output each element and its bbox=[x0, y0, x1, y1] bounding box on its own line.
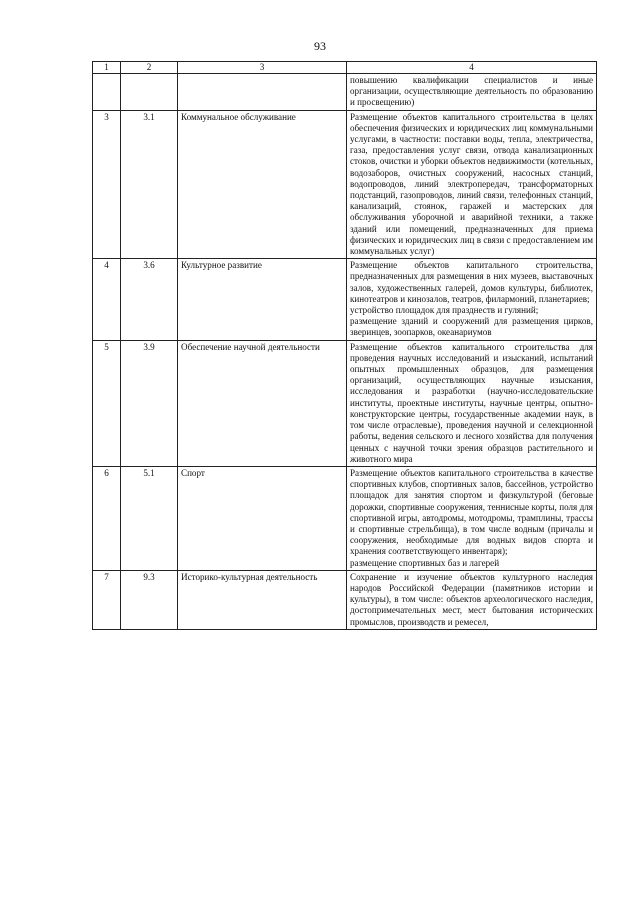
use-name-cell bbox=[178, 74, 347, 111]
header-cell: 2 bbox=[121, 62, 178, 74]
use-description-cell bbox=[347, 259, 597, 340]
table-header-row bbox=[93, 62, 597, 74]
description-paragraph: размещение зданий и сооружений для размещения цирков, зверинцев, зоопарков, океанариумов bbox=[350, 316, 593, 338]
use-code-cell: 9.3 bbox=[121, 570, 178, 629]
use-description-cell bbox=[347, 570, 597, 629]
row-number-cell: 3 bbox=[93, 110, 121, 259]
row-number-cell: 4 bbox=[93, 259, 121, 340]
header-cell: 1 bbox=[93, 62, 121, 74]
page-number: 93 bbox=[314, 39, 326, 53]
table-row bbox=[93, 259, 597, 340]
use-description-cell bbox=[347, 74, 597, 111]
row-number-cell: 6 bbox=[93, 466, 121, 570]
use-name-cell: Историко-культурная деятельность bbox=[178, 570, 347, 629]
table-row bbox=[93, 110, 597, 259]
use-description-cell bbox=[347, 110, 597, 259]
table-row bbox=[93, 466, 597, 570]
description-paragraph: Размещение объектов капитального строительства в качестве спортивных клубов, спортивных залов, бассейнов, устройство площадок для занятия спортом и физкультурой (беговые дорожки, спортивные сооружения, теннисные корты, поля для спортивной игры, автодромы, мотодромы, трамплины, трассы и спортивные стрельбища), в том числе водным (причалы и сооружения, необходимые для водных видов спорта и хранения соответствующего инвентаря); bbox=[350, 467, 593, 557]
table-row bbox=[93, 340, 597, 466]
description-paragraph: Размещение объектов капитального строительства для проведения научных исследований и изысканий, испытаний опытных промышленных образцов, для размещения организаций, осуществляющих научные изыскания, исследования и разработки (научно-исследовательские институты, проектные институты, научные центры, опытно-конструкторские центры, государственные академии наук, в том числе отраслевые), проведения научной и селекционной работы, ведения сельского и лесного хозяйства для получения ценных с научной точки зрения образцов растительного и животного мира bbox=[350, 341, 593, 464]
description-paragraph: Сохранение и изучение объектов культурного наследия народов Российской Федерации (памятников истории и культуры), в том числе: объектов археологического наследия, достопримечательных мест, мест бытования исторических промыслов, производств и ремесел, bbox=[350, 571, 593, 627]
use-name-cell: Обеспечение научной деятельности bbox=[178, 340, 347, 466]
use-description-cell bbox=[347, 340, 597, 466]
header-cell: 3 bbox=[178, 62, 347, 74]
use-description-cell bbox=[347, 466, 597, 570]
use-code-cell bbox=[121, 74, 178, 111]
description-paragraph: устройство площадок для празднеств и гуляний; bbox=[350, 305, 539, 316]
use-name-cell: Коммунальное обслуживание bbox=[178, 110, 347, 259]
description-paragraph: Размещение объектов капитального строительства в целях обеспечения физических и юридических лиц коммунальными услугами, в частности: поставки воды, тепла, электричества, газа, предоставления услуг связи, отвода канализационных стоков, очистки и уборки объектов недвижимости (котельных, водозаборов, очистных сооружений, насосных станций, водопроводов, линий электропередач, трансформаторных подстанций, газопроводов, линий связи, телефонных станций, канализаций, стоянок, гаражей и мастерских для обслуживания уборочной и аварийной техники, а также зданий или помещений, предназначенных для приема физических и юридических лиц в связи с предоставлением им коммунальных услуг) bbox=[350, 111, 593, 257]
land-use-table bbox=[92, 61, 597, 630]
table-row bbox=[93, 570, 597, 629]
description-paragraph: размещение спортивных баз и лагерей bbox=[350, 557, 500, 568]
use-code-cell: 5.1 bbox=[121, 466, 178, 570]
description-paragraph: Размещение объектов капитального строительства, предназначенных для размещения в них музеев, выставочных залов, художественных галерей, домов культуры, библиотек, кинотеатров и кинозалов, театров, филармоний, планетариев; bbox=[350, 260, 593, 304]
use-name-cell: Спорт bbox=[178, 466, 347, 570]
table-row bbox=[93, 74, 597, 111]
use-name-cell: Культурное развитие bbox=[178, 259, 347, 340]
row-number-cell: 7 bbox=[93, 570, 121, 629]
row-number-cell bbox=[93, 74, 121, 111]
use-code-cell: 3.1 bbox=[121, 110, 178, 259]
use-code-cell: 3.6 bbox=[121, 259, 178, 340]
use-code-cell: 3.9 bbox=[121, 340, 178, 466]
row-number-cell: 5 bbox=[93, 340, 121, 466]
description-paragraph: повышению квалификации специалистов и иные организации, осуществляющие деятельность по образованию и просвещению) bbox=[350, 75, 593, 108]
header-cell: 4 bbox=[347, 62, 597, 74]
